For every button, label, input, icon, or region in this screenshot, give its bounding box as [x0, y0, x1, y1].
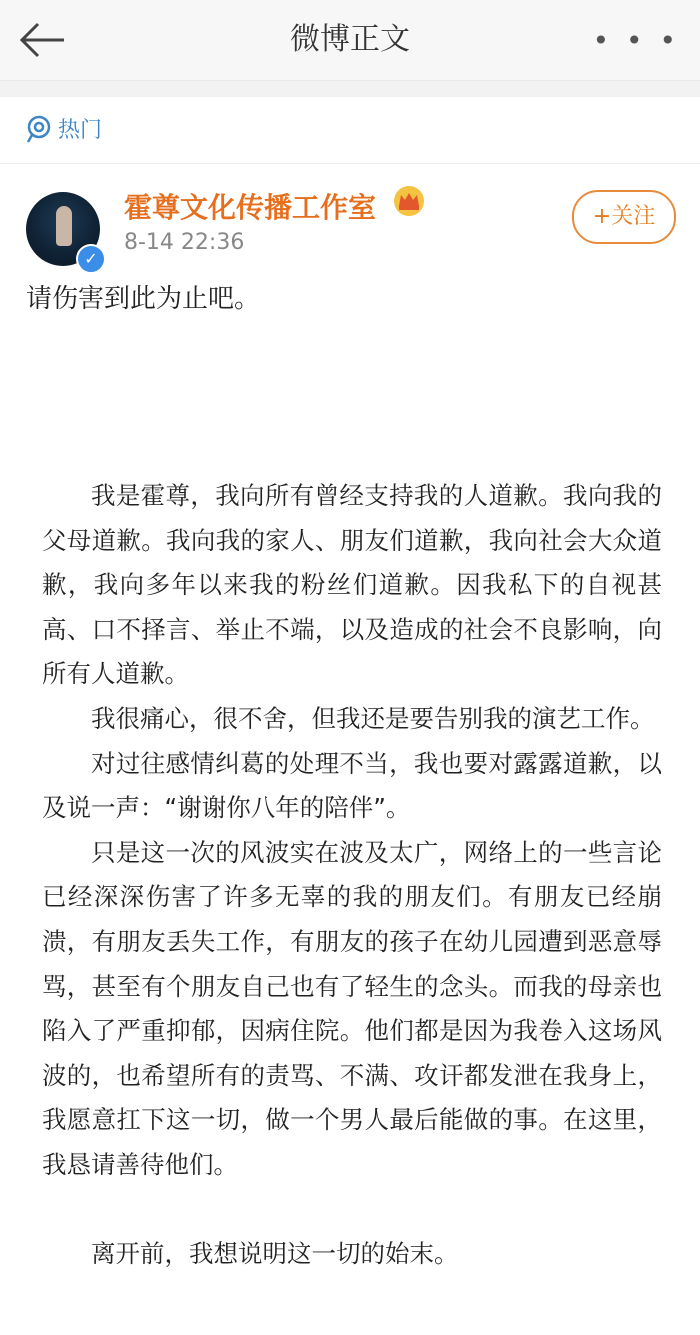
post-headline: 请伤害到此为止吧。: [26, 284, 261, 314]
avatar-figure: [56, 206, 72, 246]
top-navigation-bar: [0, 0, 700, 81]
post-header: [0, 164, 700, 274]
body-paragraph: 对过往感情纠葛的处理不当，我也要对露露道歉，以及说一声：“谢谢你八年的陪伴”。: [42, 748, 662, 823]
body-paragraph: 我是霍尊，我向所有曾经支持我的人道歉。我向我的父母道歉。我向我的家人、朋友们道歉，我向社会大众道歉，我向多年以来我的粉丝们道歉。因我私下的自视甚高、口不择言、举止不端，以及造成的社会不良影响，向所有人道歉。: [42, 481, 662, 689]
author-name[interactable]: 霍尊文化传播工作室: [124, 191, 377, 224]
follow-button[interactable]: +关注: [572, 190, 676, 244]
page-title: 微博正文: [290, 22, 410, 57]
body-paragraph: 只是这一次的风波实在波及太广，网络上的一些言论已经深深伤害了许多无辜的我的朋友们。有朋友已经崩溃，有朋友丢失工作，有朋友的孩子在幼儿园遭到恶意辱骂，甚至有个朋友自己也有了轻生的念头。而我的母亲也陷入了严重抑郁，因病住院。他们都是因为我卷入这场风波的，也希望所有的责骂、不满、攻讦都发泄在我身上，我愿意扛下这一切，做一个男人最后能做的事。在这里，我恳请善待他们。: [42, 837, 662, 1179]
paragraph-spacer: [42, 1188, 662, 1233]
hot-topic-label: 热门: [58, 118, 103, 143]
post-timestamp: 8-14 22:36: [124, 230, 245, 255]
hot-topic-bar[interactable]: [0, 97, 700, 164]
body-paragraph: 我很痛心，很不舍，但我还是要告别我的演艺工作。: [91, 703, 655, 733]
body-paragraph: 离开前，我想说明这一切的始末。: [91, 1239, 459, 1269]
more-options-button[interactable]: • • •: [592, 24, 680, 57]
hot-topic-icon: [26, 115, 52, 143]
verified-badge-icon: ✓: [76, 244, 106, 274]
crown-badge-icon: [392, 184, 426, 218]
section-divider: [0, 81, 700, 97]
post-body: [42, 474, 662, 1277]
